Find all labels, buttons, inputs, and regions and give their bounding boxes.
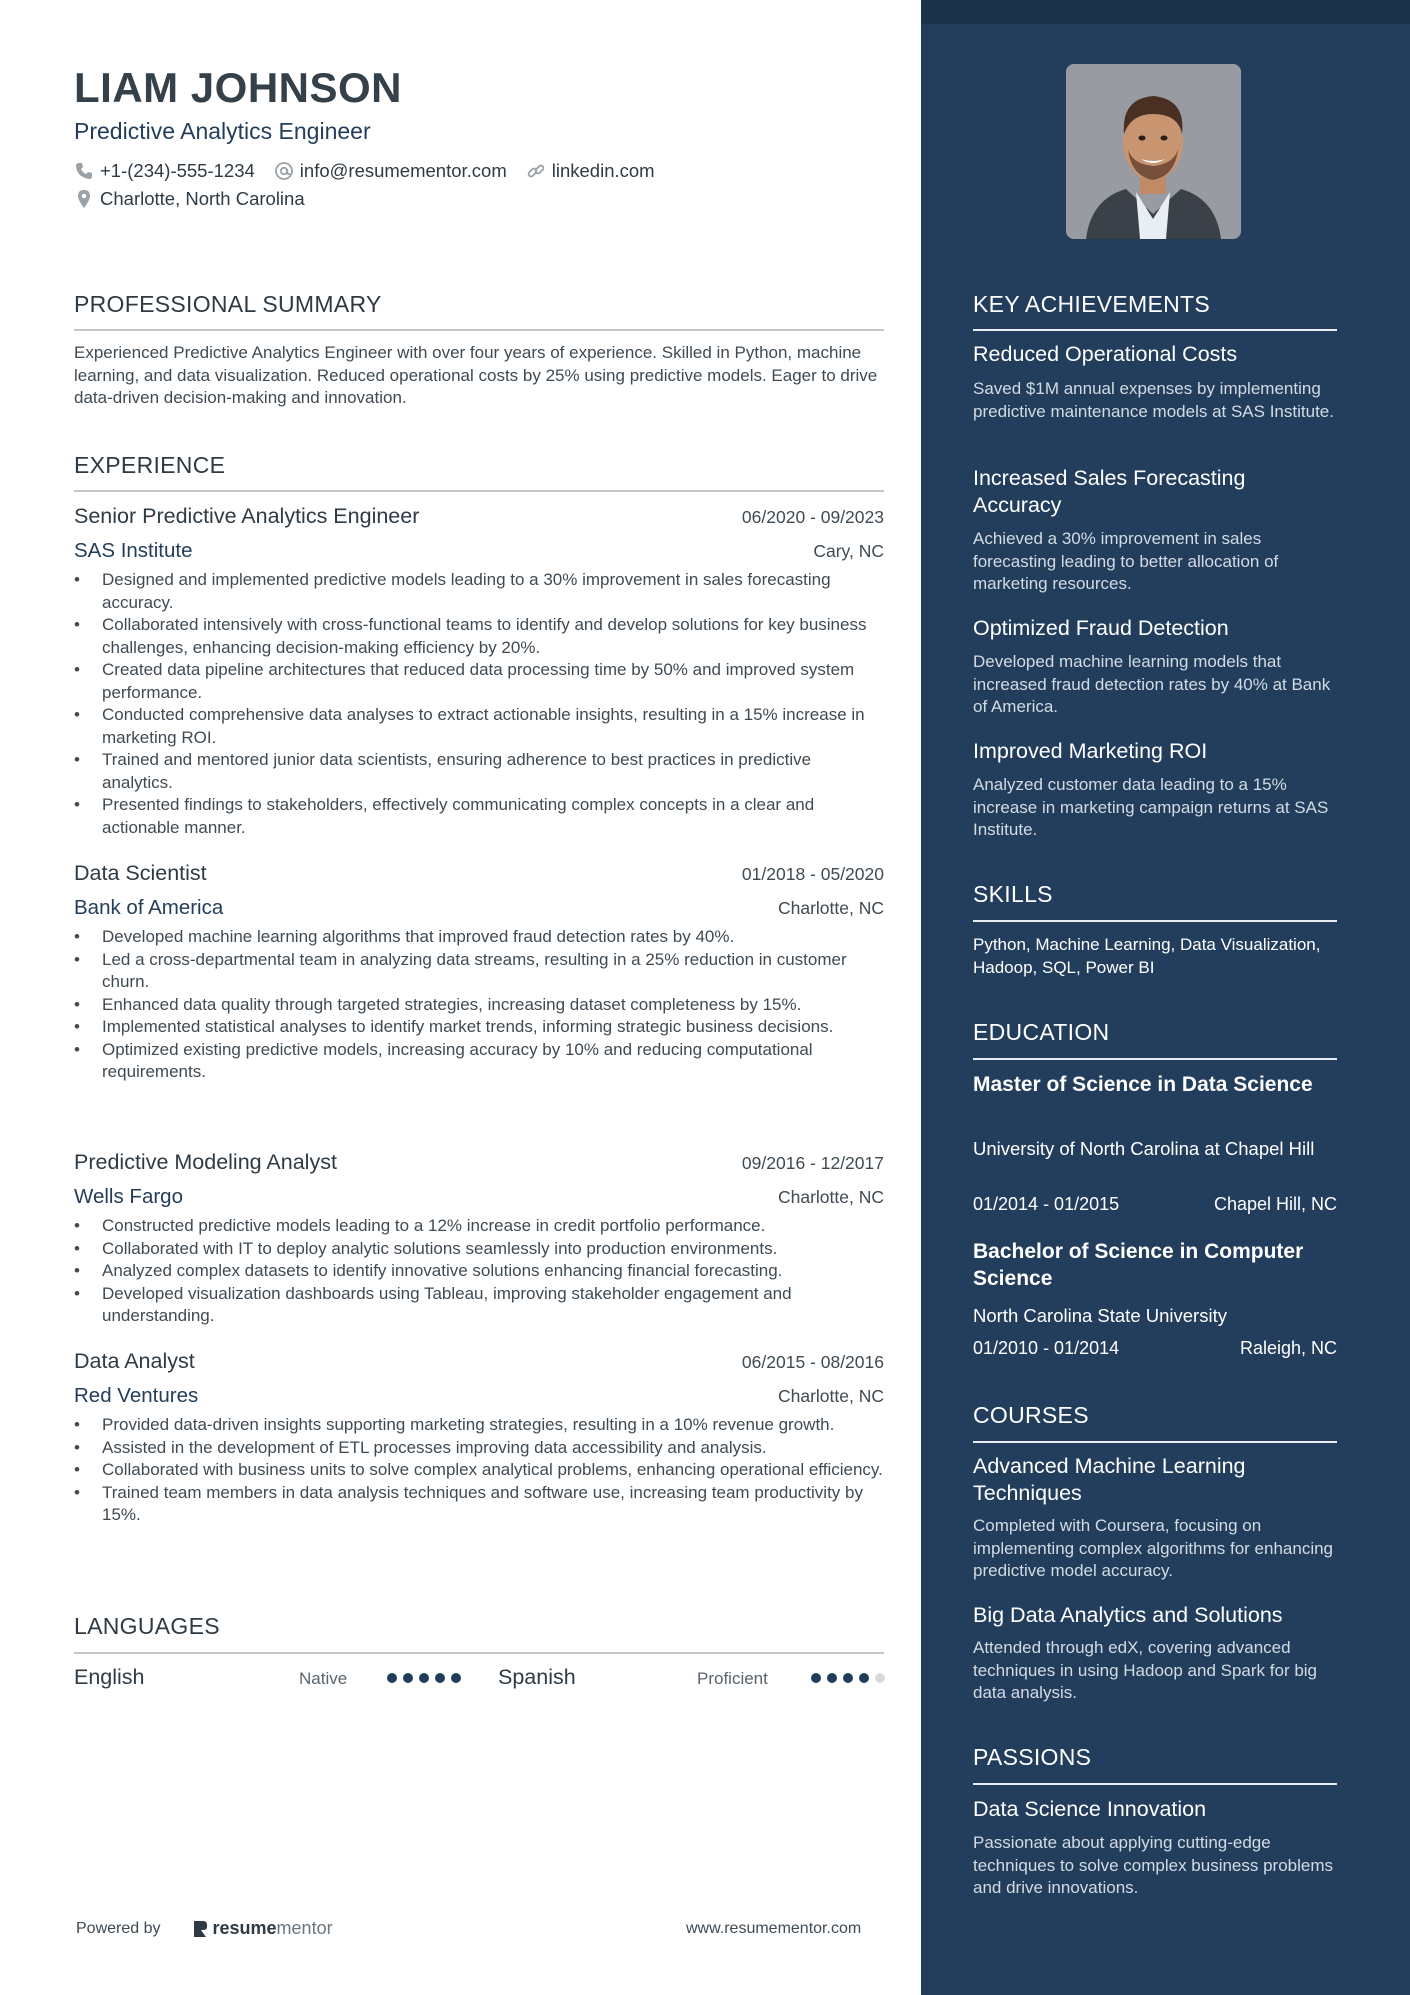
- job-bullet: • Assisted in the development of ETL processes improving data accessibility and analysis.: [74, 1437, 886, 1460]
- job-company: Red Ventures: [74, 1384, 199, 1407]
- job-bullets: [74, 569, 886, 839]
- profile-photo: [1066, 64, 1241, 239]
- rating-dot-filled: [387, 1673, 397, 1683]
- brand-light: mentor: [276, 1918, 333, 1938]
- achievement-text: Developed machine learning models that increased fraud detection rates by 40% at Bank of America.: [973, 652, 1331, 716]
- job-subheader: [74, 896, 884, 920]
- job-bullet: • Analyzed complex datasets to identify innovative solutions enhancing financial forecasting.: [74, 1260, 886, 1283]
- job-location: Cary, NC: [813, 541, 884, 561]
- passions-heading: PASSIONS: [973, 1744, 1092, 1770]
- footer-website[interactable]: www.resumementor.com: [686, 1920, 862, 1937]
- sidebar: [921, 0, 1410, 1995]
- course-text: Completed with Coursera, focusing on implementing complex algorithms for enhancing predictive model accuracy.: [973, 1516, 1334, 1580]
- linkedin-contact[interactable]: [526, 160, 655, 182]
- footer-powered: [76, 1918, 333, 1939]
- languages-row: [74, 1665, 884, 1695]
- resumementor-logo-icon: [191, 1919, 209, 1939]
- education-degree: Master of Science in Data Science: [973, 1073, 1313, 1096]
- linkedin-text[interactable]: linkedin.com: [551, 160, 655, 181]
- language-name: Spanish: [498, 1665, 576, 1689]
- powered-by-text: Powered by: [76, 1919, 161, 1937]
- job-bullet: • Implemented statistical analyses to identify market trends, informing strategic business decisions.: [74, 1016, 886, 1039]
- sidebar-top-bar: [921, 0, 1410, 24]
- job-bullets: [74, 1414, 886, 1527]
- education-degree: Bachelor of Science in Computer Science: [973, 1240, 1304, 1290]
- experience-heading: EXPERIENCE: [74, 452, 226, 478]
- language-rating: [387, 1673, 467, 1683]
- job-header: [74, 1150, 884, 1175]
- rating-dot-filled: [827, 1673, 837, 1683]
- candidate-name: LIAM JOHNSON: [74, 64, 403, 111]
- job-subheader: [74, 1185, 884, 1209]
- contact-row: [74, 160, 674, 182]
- brand-logo[interactable]: [191, 1918, 333, 1939]
- job-company: SAS Institute: [74, 539, 193, 562]
- courses-heading: COURSES: [973, 1402, 1089, 1428]
- education-school: North Carolina State University: [973, 1305, 1227, 1326]
- rating-dot-filled: [451, 1673, 461, 1683]
- job-bullet: • Conducted comprehensive data analyses to extract actionable insights, resulting in a 15% increase in marketing ROI.: [74, 704, 886, 749]
- job-header: [74, 861, 884, 886]
- rating-dot-filled: [419, 1673, 429, 1683]
- map-pin-icon: [74, 189, 94, 209]
- phone-icon: [74, 161, 94, 181]
- education-divider: [973, 1058, 1337, 1060]
- phone-text: +1-(234)-555-1234: [100, 160, 255, 181]
- phone-contact: [74, 160, 255, 182]
- language-level: Proficient: [697, 1669, 768, 1688]
- job-bullet: • Optimized existing predictive models, increasing accuracy by 10% and reducing computational requirements.: [74, 1039, 886, 1084]
- job-bullet: • Constructed predictive models leading to a 12% increase in credit portfolio performance.: [74, 1215, 886, 1238]
- achievements-heading: KEY ACHIEVEMENTS: [973, 291, 1211, 317]
- job-role: Data Analyst: [74, 1349, 195, 1373]
- job-bullet: • Collaborated with IT to deploy analytic solutions seamlessly into production environments.: [74, 1238, 886, 1261]
- at-icon: [274, 161, 294, 181]
- job-bullet: • Trained team members in data analysis techniques and software use, increasing team productivity by 15%.: [74, 1482, 886, 1527]
- job-header: [74, 504, 884, 529]
- achievement-title: Increased Sales Forecasting Accuracy: [973, 466, 1246, 517]
- achievement-text: Analyzed customer data leading to a 15% increase in marketing campaign returns at SAS Institute.: [973, 775, 1329, 839]
- education-dates: 01/2010 - 01/2014: [973, 1338, 1120, 1358]
- avatar: [1066, 64, 1241, 239]
- experience-divider: [74, 490, 884, 492]
- course-text: Attended through edX, covering advanced techniques in using Hadoop and Spark for big data analysis.: [973, 1638, 1318, 1702]
- rating-dot-empty: [875, 1673, 885, 1683]
- skills-divider: [973, 920, 1337, 922]
- job-bullet: • Led a cross-departmental team in analyzing data streams, resulting in a 25% reduction in customer churn.: [74, 949, 886, 994]
- job-dates: 06/2020 - 09/2023: [741, 507, 884, 527]
- email-contact[interactable]: [274, 160, 507, 182]
- education-meta: [973, 1338, 1337, 1359]
- education-meta: [973, 1194, 1337, 1215]
- job-bullets: [74, 926, 886, 1084]
- education-dates: 01/2014 - 01/2015: [973, 1194, 1120, 1214]
- job-location: Charlotte, NC: [777, 898, 884, 918]
- location-contact: [74, 188, 305, 210]
- achievement-text: Achieved a 30% improvement in sales forecasting leading to better allocation of marketing resources.: [973, 529, 1279, 593]
- passion-title: Data Science Innovation: [973, 1797, 1207, 1821]
- languages-heading: LANGUAGES: [74, 1613, 220, 1639]
- job-company: Wells Fargo: [74, 1185, 183, 1208]
- job-location: Charlotte, NC: [777, 1187, 884, 1207]
- location-row: [74, 188, 324, 210]
- job-header: [74, 1349, 884, 1374]
- achievement-title: Improved Marketing ROI: [973, 739, 1208, 763]
- skills-heading: SKILLS: [973, 881, 1053, 907]
- education-location: Raleigh, NC: [1239, 1338, 1337, 1358]
- email-text[interactable]: info@resumementor.com: [299, 160, 507, 181]
- languages-divider: [74, 1652, 884, 1654]
- job-location: Charlotte, NC: [777, 1386, 884, 1406]
- job-bullet: • Trained and mentored junior data scientists, ensuring adherence to best practices in predictive analytics.: [74, 749, 886, 794]
- courses-divider: [973, 1441, 1337, 1443]
- achievement-title: Optimized Fraud Detection: [973, 616, 1229, 640]
- job-bullet: • Provided data-driven insights supporting marketing strategies, resulting in a 10% revenue growth.: [74, 1414, 886, 1437]
- job-bullet: • Developed machine learning algorithms that improved fraud detection rates by 40%.: [74, 926, 886, 949]
- job-bullet: • Developed visualization dashboards using Tableau, improving stakeholder engagement and understanding.: [74, 1283, 886, 1328]
- education-school: University of North Carolina at Chapel Hill: [973, 1138, 1315, 1159]
- rating-dot-filled: [403, 1673, 413, 1683]
- summary-text: Experienced Predictive Analytics Engineer with over four years of experience. Skilled in Python, machine learning, and data visualization. Reduced operational costs by 25% using predictive models. Eager to drive data-driven decision-making and innovation.: [74, 343, 878, 407]
- passions-divider: [973, 1783, 1337, 1785]
- link-icon: [526, 161, 546, 181]
- job-bullet: • Enhanced data quality through targeted strategies, increasing dataset completeness by 15%.: [74, 994, 886, 1017]
- job-subheader: [74, 539, 884, 563]
- job-company: Bank of America: [74, 896, 224, 919]
- job-bullet: • Created data pipeline architectures that reduced data processing time by 50% and improved system performance.: [74, 659, 886, 704]
- job-bullet: • Designed and implemented predictive models leading to a 30% improvement in sales forecasting accuracy.: [74, 569, 886, 614]
- job-dates: 09/2016 - 12/2017: [741, 1153, 884, 1173]
- language-level: Native: [299, 1669, 348, 1688]
- rating-dot-filled: [811, 1673, 821, 1683]
- summary-divider: [74, 329, 884, 331]
- achievement-text: Saved $1M annual expenses by implementing predictive maintenance models at SAS Institute.: [973, 379, 1334, 421]
- summary-heading: PROFESSIONAL SUMMARY: [74, 291, 382, 317]
- achievements-divider: [973, 329, 1337, 331]
- job-subheader: [74, 1384, 884, 1408]
- achievement-title: Reduced Operational Costs: [973, 342, 1238, 366]
- job-bullet: • Presented findings to stakeholders, effectively communicating complex concepts in a clear and actionable manner.: [74, 794, 886, 839]
- education-heading: EDUCATION: [973, 1019, 1110, 1045]
- job-bullet: • Collaborated intensively with cross-functional teams to identify and develop solutions for key business challenges, enhancing decision-making efficiency by 20%.: [74, 614, 886, 659]
- passion-text: Passionate about applying cutting-edge techniques to solve complex business problems and drive innovations.: [973, 1833, 1334, 1897]
- rating-dot-filled: [859, 1673, 869, 1683]
- job-dates: 06/2015 - 08/2016: [741, 1352, 884, 1372]
- job-role: Predictive Modeling Analyst: [74, 1150, 337, 1174]
- language-rating: [811, 1673, 891, 1683]
- candidate-title: Predictive Analytics Engineer: [74, 118, 371, 144]
- job-bullets: [74, 1215, 886, 1328]
- job-role: Senior Predictive Analytics Engineer: [74, 504, 420, 528]
- rating-dot-filled: [435, 1673, 445, 1683]
- education-location: Chapel Hill, NC: [1213, 1194, 1337, 1214]
- course-title: Big Data Analytics and Solutions: [973, 1603, 1283, 1627]
- job-bullet: • Collaborated with business units to solve complex analytical problems, enhancing operational efficiency.: [74, 1459, 886, 1482]
- job-dates: 01/2018 - 05/2020: [741, 864, 884, 884]
- course-title: Advanced Machine Learning Techniques: [973, 1454, 1246, 1505]
- location-text: Charlotte, North Carolina: [100, 188, 305, 209]
- job-role: Data Scientist: [74, 861, 207, 885]
- language-name: English: [74, 1665, 145, 1689]
- skills-text: Python, Machine Learning, Data Visualization, Hadoop, SQL, Power BI: [973, 935, 1321, 977]
- brand-bold: resume: [212, 1918, 277, 1938]
- rating-dot-filled: [843, 1673, 853, 1683]
